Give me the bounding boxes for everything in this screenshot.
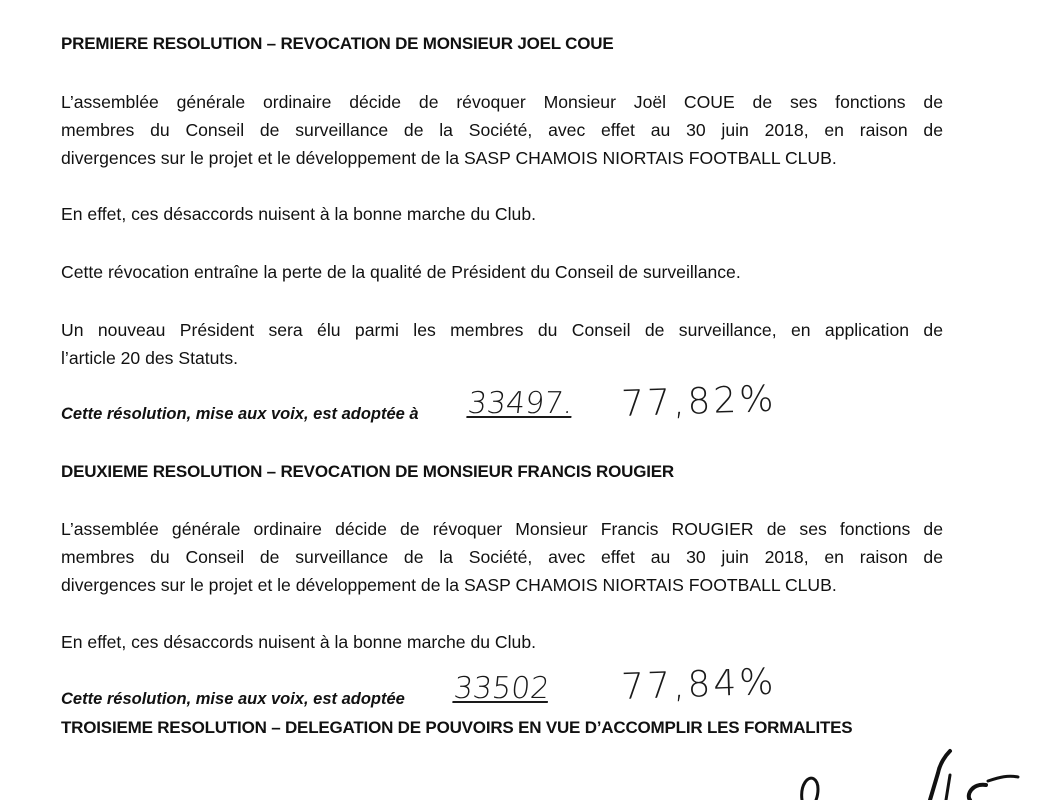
resolution-1-vote-statement: Cette résolution, mise aux voix, est adoptée à bbox=[61, 405, 419, 423]
resolution-2-body-line: L’assemblée générale ordinaire décide de révoquer Monsieur Francis ROUGIER de ses fonctions de bbox=[61, 519, 943, 539]
resolution-2-body bbox=[61, 515, 943, 599]
resolution-1-body-line: L’assemblée générale ordinaire décide de révoquer Monsieur Joël COUE de ses fonctions de bbox=[61, 92, 943, 112]
resolution-2-handwritten-vote-count: 33502 bbox=[452, 671, 552, 706]
resolution-1-paragraph-4 bbox=[61, 316, 943, 372]
resolution-2-heading: DEUXIEME RESOLUTION – REVOCATION DE MONSIEUR FRANCIS ROUGIER bbox=[61, 462, 674, 481]
resolution-1-handwritten-percentage: 77,82% bbox=[620, 378, 778, 425]
resolution-1-handwritten-vote-count: 33497. bbox=[466, 386, 575, 421]
resolution-2-handwritten-percentage: 77,84% bbox=[620, 661, 778, 708]
resolution-1-paragraph-4-line: Un nouveau Président sera élu parmi les membres du Conseil de surveillance, en application de bbox=[61, 320, 943, 340]
resolution-1-heading: PREMIERE RESOLUTION – REVOCATION DE MONSIEUR JOEL COUE bbox=[61, 34, 614, 53]
resolution-1-paragraph-4-line: l’article 20 des Statuts. bbox=[61, 348, 239, 368]
resolution-2-body-line: divergences sur le projet et le développement de la SASP CHAMOIS NIORTAIS FOOTBALL CLUB. bbox=[61, 575, 837, 595]
resolution-2-paragraph-2: En effet, ces désaccords nuisent à la bonne marche du Club. bbox=[61, 632, 536, 652]
resolution-1-paragraph-2: En effet, ces désaccords nuisent à la bonne marche du Club. bbox=[61, 204, 536, 224]
resolution-1-body-line: membres du Conseil de surveillance de la Société, avec effet au 30 juin 2018, en raison de bbox=[61, 120, 943, 140]
resolution-1-paragraph-3: Cette révocation entraîne la perte de la qualité de Président du Conseil de surveillance. bbox=[61, 262, 741, 282]
resolution-2-body-line: membres du Conseil de surveillance de la Société, avec effet au 30 juin 2018, en raison de bbox=[61, 547, 943, 567]
handwritten-signature bbox=[790, 745, 1060, 800]
resolution-3-heading: TROISIEME RESOLUTION – DELEGATION DE POUVOIRS EN VUE D’ACCOMPLIR LES FORMALITES bbox=[61, 718, 853, 737]
resolution-2-vote-statement: Cette résolution, mise aux voix, est adoptée bbox=[61, 690, 405, 708]
resolution-1-body-line: divergences sur le projet et le développement de la SASP CHAMOIS NIORTAIS FOOTBALL CLUB. bbox=[61, 148, 837, 168]
resolution-1-body bbox=[61, 88, 943, 172]
